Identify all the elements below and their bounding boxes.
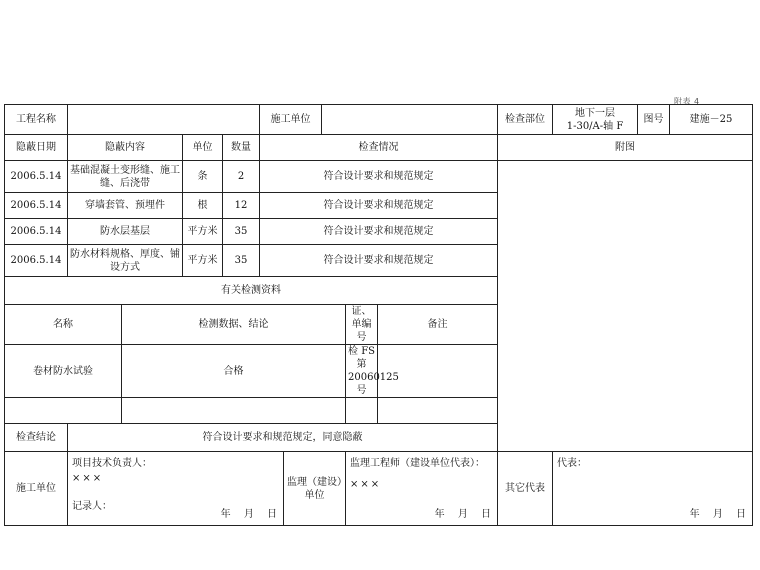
location-value	[553, 105, 638, 135]
item-date: 2006.5.14	[5, 245, 68, 277]
engineer-value: ×××	[350, 478, 382, 490]
rep-label: 代表：	[557, 457, 587, 469]
testing-data	[122, 398, 346, 424]
other-rep-sign-cell	[553, 452, 753, 526]
item-content: 穿墙套管、预埋件	[68, 193, 183, 219]
item-unit: 平方米	[183, 219, 223, 245]
item-date: 2006.5.14	[5, 219, 68, 245]
testing-col-name: 名称	[5, 305, 122, 345]
tech-lead-label: 项目技术负责人：	[72, 457, 152, 469]
column-header-row	[5, 135, 753, 161]
col-status: 检查情况	[260, 135, 498, 161]
recorder-label: 记录人：	[72, 500, 112, 512]
item-content: 防水层基层	[68, 219, 183, 245]
item-qty: 2	[223, 161, 260, 193]
tech-lead-value: ×××	[72, 472, 104, 484]
item-content: 防水材料规格、厚度、铺设方式	[68, 245, 183, 277]
project-name-label: 工程名称	[5, 105, 68, 135]
supervisor-sign-cell	[346, 452, 498, 526]
item-status: 符合设计要求和规范规定	[260, 161, 498, 193]
location-value-line2: 1-30/A-轴 F	[566, 120, 624, 132]
corner-fragment: 附表 4	[674, 97, 700, 106]
item-date: 2006.5.14	[5, 161, 68, 193]
drawing-no-label: 图号	[638, 105, 670, 135]
item-unit: 根	[183, 193, 223, 219]
item-date: 2006.5.14	[5, 193, 68, 219]
conclusion-value: 符合设计要求和规范规定，同意隐蔽	[68, 424, 498, 452]
supervisor-label: 监理（建设）单位	[284, 452, 346, 526]
col-qty: 数量	[223, 135, 260, 161]
location-label: 检查部位	[498, 105, 553, 135]
item-content: 基础混凝土变形缝、施工缝、后浇带	[68, 161, 183, 193]
testing-cert	[346, 398, 378, 424]
builder-sign-cell	[68, 452, 284, 526]
testing-note	[378, 345, 498, 398]
header-row	[5, 105, 753, 135]
signature-row	[5, 452, 753, 526]
testing-note	[378, 398, 498, 424]
item-qty: 35	[223, 219, 260, 245]
builder-label: 施工单位	[260, 105, 322, 135]
col-date: 隐蔽日期	[5, 135, 68, 161]
testing-section-title: 有关检测资料	[5, 277, 498, 305]
testing-name	[5, 398, 122, 424]
item-status: 符合设计要求和规范规定	[260, 245, 498, 277]
engineer-label: 监理工程师（建设单位代表）：	[350, 457, 485, 469]
col-unit: 单位	[183, 135, 223, 161]
testing-col-note: 备注	[378, 305, 498, 345]
item-status: 符合设计要求和规范规定	[260, 219, 498, 245]
testing-data: 合格	[122, 345, 346, 398]
item-qty: 12	[223, 193, 260, 219]
concealed-work-inspection-form	[4, 104, 753, 526]
testing-cert: 检 FS 第 20060125 号	[346, 345, 378, 398]
testing-name: 卷材防水试验	[5, 345, 122, 398]
location-value-line1: 地下一层	[575, 107, 615, 119]
project-name-value	[68, 105, 260, 135]
table-row	[5, 161, 753, 193]
builder-sign-label: 施工单位	[5, 452, 68, 526]
col-attachment: 附图	[498, 135, 753, 161]
other-rep-label: 其它代表	[498, 452, 553, 526]
item-unit: 条	[183, 161, 223, 193]
drawing-no-value: 建施－25	[670, 105, 753, 135]
builder-sign-date: 年 月 日	[220, 508, 277, 520]
other-sign-date: 年 月 日	[689, 508, 746, 520]
item-qty: 35	[223, 245, 260, 277]
testing-col-data: 检测数据、结论	[122, 305, 346, 345]
supervisor-sign-date: 年 月 日	[434, 508, 491, 520]
conclusion-label: 检查结论	[5, 424, 68, 452]
builder-value	[322, 105, 498, 135]
attachment-area	[498, 161, 753, 452]
item-unit: 平方米	[183, 245, 223, 277]
item-status: 符合设计要求和规范规定	[260, 193, 498, 219]
col-content: 隐蔽内容	[68, 135, 183, 161]
testing-col-cert: 证、单编号	[346, 305, 378, 345]
